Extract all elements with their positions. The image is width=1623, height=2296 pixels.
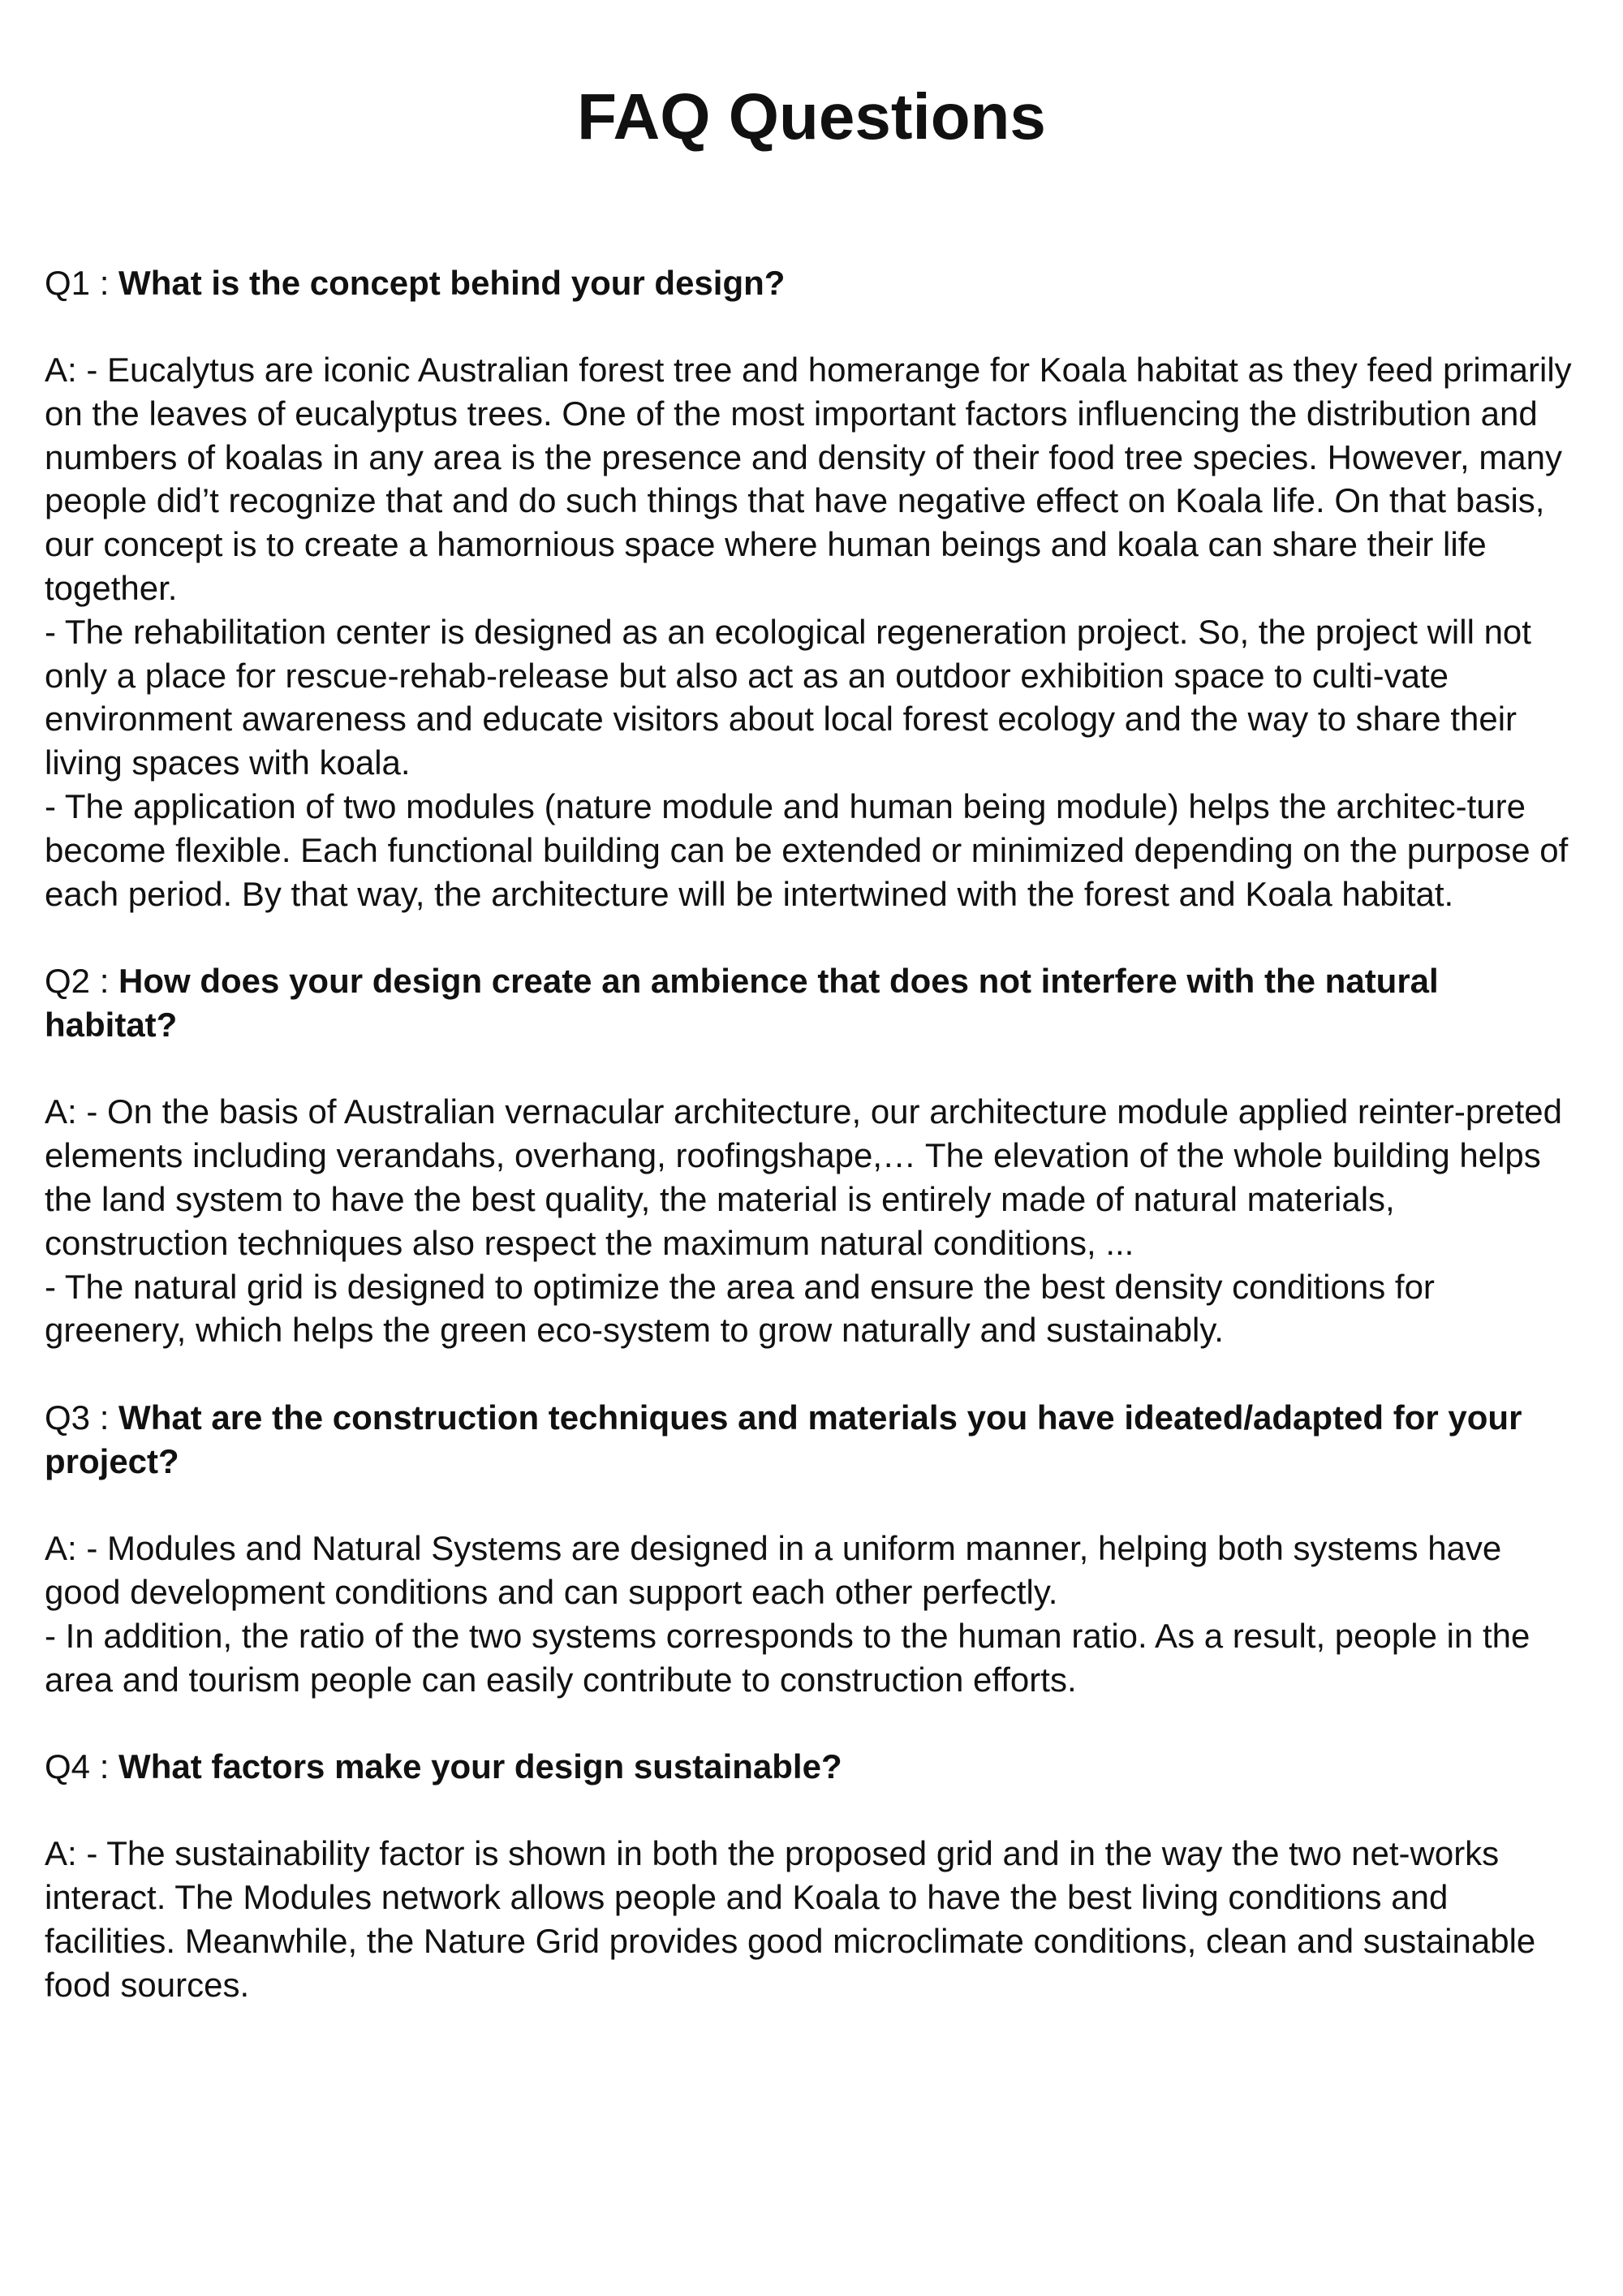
question-prefix: Q2 :: [45, 962, 119, 1001]
answer-paragraph: A: - The sustainability factor is shown in both the proposed grid and in the way the two net-works interact. The Modules network allows people and Koala to have the best living conditions and facilities. Meanwhile, the Nature Grid provides good microclimate conditions, clean and sustainable food sources.: [45, 1834, 1536, 2004]
question-text: What factors make your design sustainable?: [118, 1747, 842, 1786]
faq-list: [45, 261, 1578, 2007]
answer-q2: [45, 1090, 1578, 1352]
answer-paragraph: - In addition, the ratio of the two systems corresponds to the human ratio. As a result, people in the area and tourism people can easily contribute to construction efforts.: [45, 1616, 1530, 1699]
answer-q3: [45, 1527, 1578, 1701]
faq-item-q4: [45, 1745, 1578, 2006]
question-q3: [45, 1396, 1578, 1484]
answer-paragraph: A: - On the basis of Australian vernacular architecture, our architecture module applied reinter-preted elements including verandahs, overhang, roofingshape,… The elevation of the whole building helps the land system to have the best quality, the material is entirely made of natural materials, construction techniques also respect the maximum natural conditions, ...: [45, 1092, 1562, 1262]
question-prefix: Q4 :: [45, 1747, 119, 1786]
faq-item-q2: [45, 959, 1578, 1352]
question-q4: [45, 1745, 1578, 1789]
faq-item-q1: [45, 261, 1578, 915]
question-prefix: Q3 :: [45, 1398, 119, 1437]
answer-paragraph: A: - Modules and Natural Systems are designed in a uniform manner, helping both systems have good development conditions and can support each other perfectly.: [45, 1529, 1502, 1611]
answer-q4: [45, 1832, 1578, 2006]
answer-paragraph: - The application of two modules (nature module and human being module) helps the architec-ture become flexible. Each functional building can be extended or minimized depending on the purpose of each period. By that way, the architecture will be intertwined with the forest and Koala habitat.: [45, 786, 1569, 913]
question-prefix: Q1 :: [45, 264, 119, 302]
question-q1: [45, 261, 1578, 305]
question-text: What is the concept behind your design?: [118, 264, 786, 302]
question-text: What are the construction techniques and materials you have ideated/adapted for your project?: [45, 1398, 1522, 1481]
answer-paragraph: - The rehabilitation center is designed as an ecological regeneration project. So, the project will not only a place for rescue-rehab-release but also act as an outdoor exhibition space to culti-vate environment awareness and educate visitors about local forest ecology and the way to share their living spaces with koala.: [45, 612, 1531, 782]
answer-q1: [45, 348, 1578, 915]
question-q2: [45, 959, 1578, 1047]
answer-paragraph: - The natural grid is designed to optimize the area and ensure the best density conditions for greenery, which helps the green eco-system to grow naturally and sustainably.: [45, 1267, 1435, 1350]
faq-item-q3: [45, 1396, 1578, 1701]
page-title: FAQ Questions: [577, 80, 1046, 153]
question-text: How does your design create an ambience that does not interfere with the natural habitat?: [45, 962, 1439, 1045]
answer-paragraph: A: - Eucalytus are iconic Australian forest tree and homerange for Koala habitat as they feed primarily on the leaves of eucalyptus trees. One of the most important factors influencing the distribution and numbers of koalas in any area is the presence and density of their food tree species. However, many people did’t recognize that and do such things that have negative effect on Koala life. On that basis, our concept is to create a hamornious space where human beings and koala can share their life together.: [45, 351, 1572, 607]
